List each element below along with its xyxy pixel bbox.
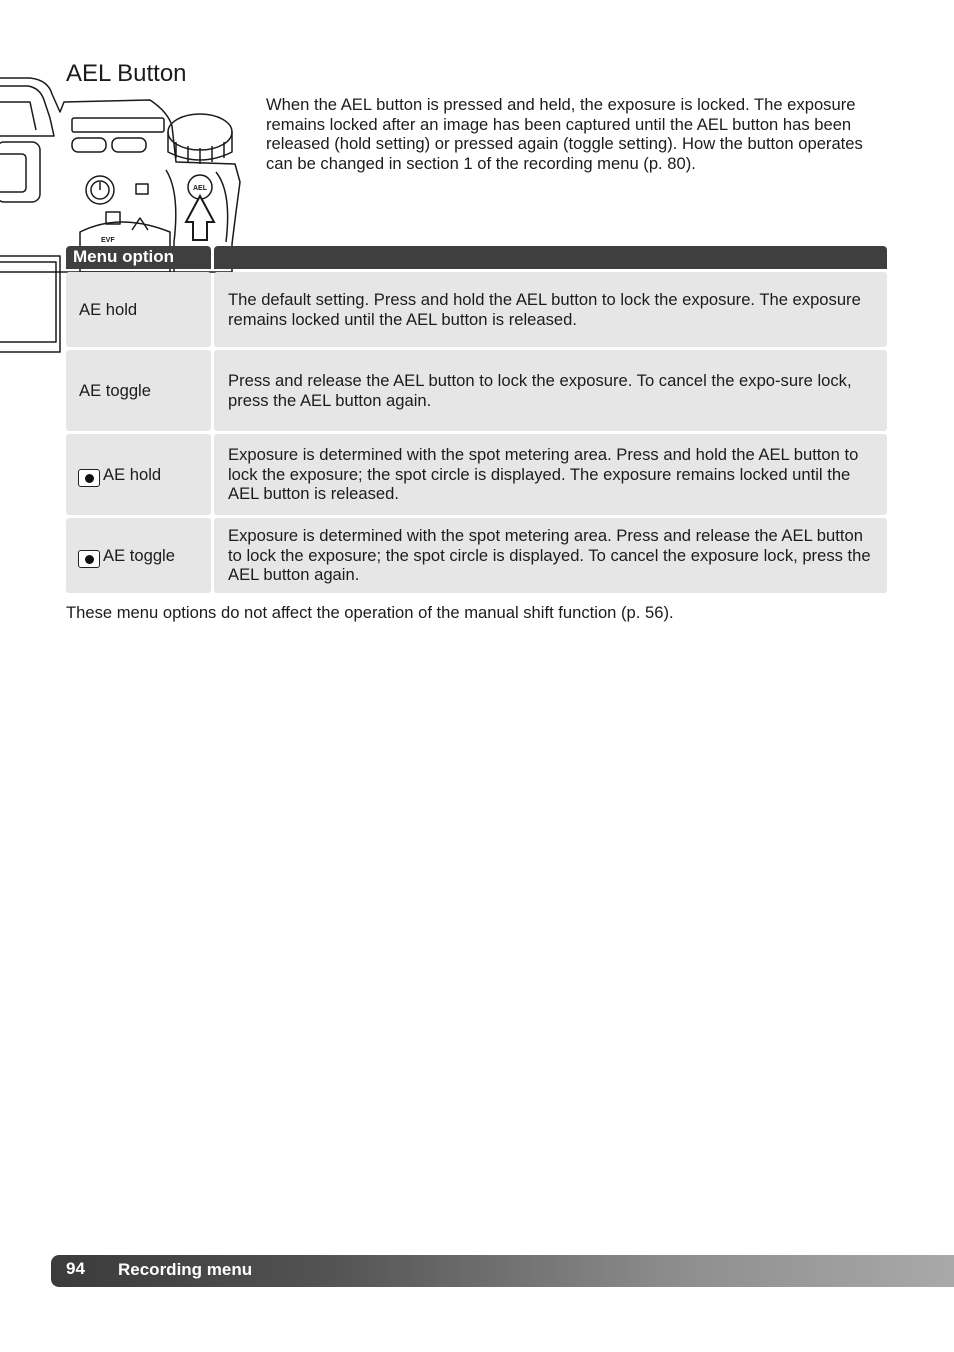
option-label: AE toggle bbox=[103, 545, 175, 565]
page-title: AEL Button bbox=[66, 60, 187, 87]
description-cell bbox=[214, 350, 887, 431]
table-row bbox=[66, 518, 887, 593]
option-label: AE toggle bbox=[79, 380, 151, 400]
intro-paragraph: When the AEL button is pressed and held, the exposure is locked. The exposure remains locked after an image has been captured until the AEL button has been released (hold setting) or pressed again (toggle setting). How the button operates can be changed in section 1 of the recording menu (p. 80). bbox=[266, 95, 863, 173]
ael-button-label: AEL bbox=[193, 185, 207, 192]
menu-options-table bbox=[66, 246, 887, 596]
description-cell bbox=[214, 434, 887, 515]
option-description: Exposure is determined with the spot metering area. Press and release the AEL button to lock the exposure; the spot circle is displayed. To cancel the exposure lock, press the AEL button again. bbox=[228, 526, 871, 585]
option-description: Press and release the AEL button to lock the exposure. To cancel the expo-sure lock, press the AEL button again. bbox=[228, 371, 852, 410]
option-cell bbox=[66, 434, 211, 515]
spot-metering-icon bbox=[78, 550, 100, 568]
option-label: AE hold bbox=[79, 299, 138, 319]
table-row bbox=[66, 434, 887, 515]
page-footer bbox=[51, 1255, 954, 1287]
spot-metering-icon bbox=[78, 469, 100, 487]
header-description bbox=[214, 246, 887, 269]
option-cell bbox=[66, 272, 211, 347]
section-name: Recording menu bbox=[118, 1260, 253, 1279]
header-menu-option: Menu option bbox=[66, 246, 211, 269]
table-header bbox=[66, 246, 887, 269]
description-cell bbox=[214, 272, 887, 347]
option-cell bbox=[66, 518, 211, 593]
description-cell bbox=[214, 518, 887, 593]
table-row bbox=[66, 350, 887, 431]
evf-label: EVF bbox=[101, 237, 115, 244]
footnote-text: These menu options do not affect the operation of the manual shift function (p. 56). bbox=[66, 603, 674, 622]
option-cell bbox=[66, 350, 211, 431]
option-description: The default setting. Press and hold the AEL button to lock the exposure. The exposure remains locked until the AEL button is released. bbox=[228, 290, 861, 329]
option-description: Exposure is determined with the spot metering area. Press and hold the AEL button to lock the exposure; the spot circle is displayed. The exposure remains locked until the AEL button is released. bbox=[228, 445, 859, 504]
page-number: 94 bbox=[66, 1259, 85, 1278]
option-label: AE hold bbox=[103, 464, 162, 484]
table-row bbox=[66, 272, 887, 347]
